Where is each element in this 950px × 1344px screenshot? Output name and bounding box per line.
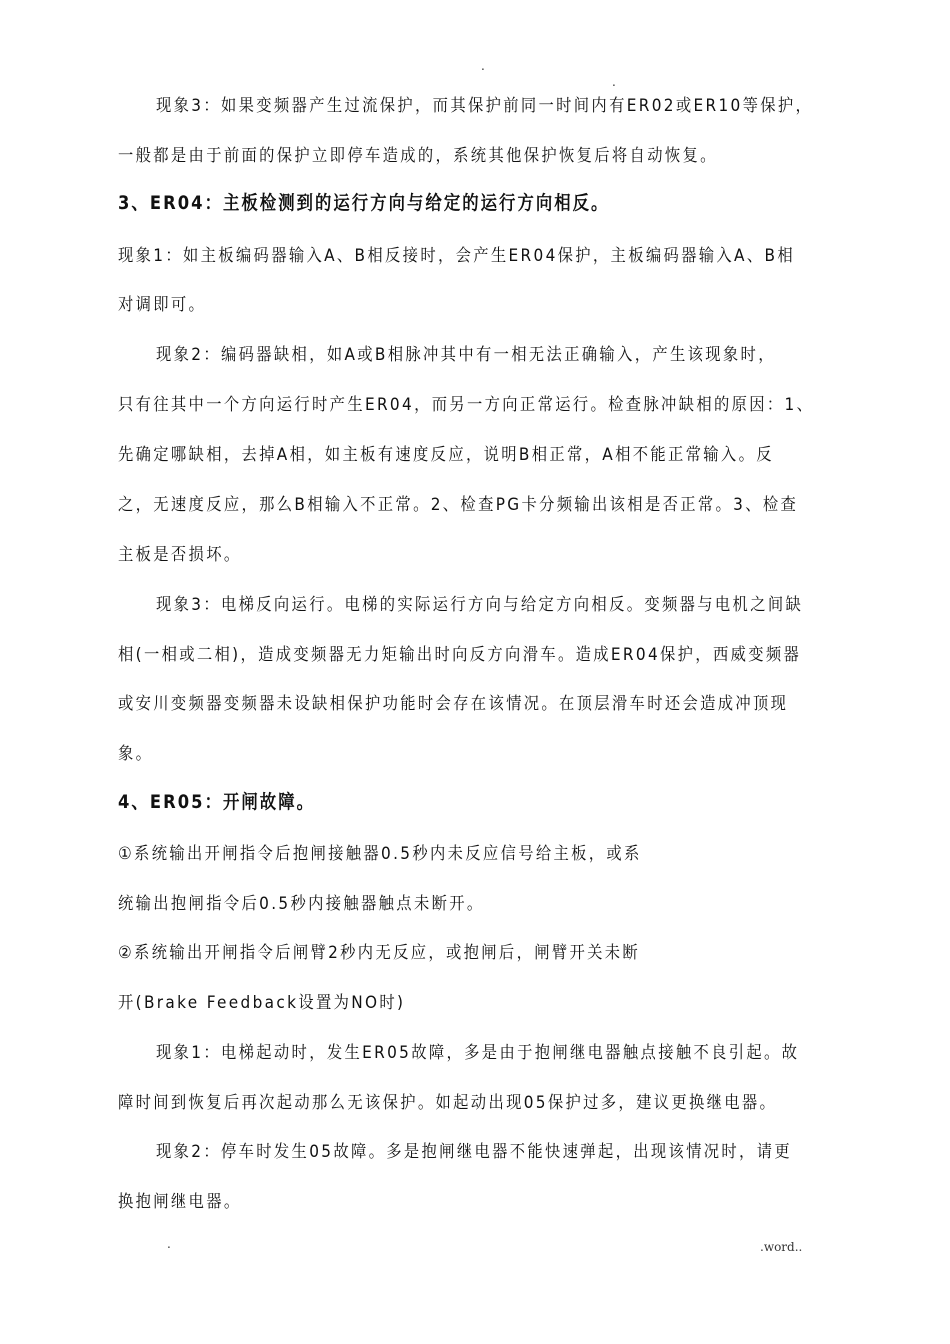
paragraph-line: 之，无速度反应，那么B相输入不正常。2、检查PG卡分频输出该相是否正常。3、检查 (118, 495, 799, 515)
paragraph-line: 现象2：停车时发生05故障。多是抱闸继电器不能快速弹起，出现该情况时，请更 (156, 1142, 792, 1162)
paragraph-line: 象。 (118, 744, 154, 764)
paragraph-line: 障时间到恢复后再次起动那么无该保护。如起动出现05保护过多，建议更换继电器。 (118, 1093, 778, 1113)
section-heading-er04: 3、ER04：主板检测到的运行方向与给定的运行方向相反。 (118, 192, 610, 214)
paragraph-line: 换抱闸继电器。 (118, 1192, 242, 1212)
footer-word: .word.. (760, 1240, 803, 1254)
paragraph-line: 现象1：电梯起动时，发生ER05故障，多是由于抱闸继电器触点接触不良引起。故 (156, 1043, 800, 1063)
paragraph-line: 或安川变频器变频器未设缺相保护功能时会存在该情况。在顶层滑车时还会造成冲顶现 (118, 694, 789, 714)
header-dot: . (612, 75, 616, 89)
footer-dot: . (167, 1237, 171, 1251)
paragraph-line: 现象1：如主板编码器输入A、B相反接时，会产生ER04保护，主板编码器输入A、B相 (118, 246, 795, 266)
section-heading-er05: 4、ER05：开闸故障。 (118, 791, 316, 813)
paragraph-line: 主板是否损坏。 (118, 545, 242, 565)
list-item-line: 开(Brake Feedback设置为NO时) (118, 993, 406, 1013)
paragraph-line: 现象3：电梯反向运行。电梯的实际运行方向与给定方向相反。变频器与电机之间缺 (156, 595, 804, 615)
paragraph-line: 先确定哪缺相，去掉A相，如主板有速度反应，说明B相正常，A相不能正常输入。反 (118, 445, 774, 465)
paragraph-line: 现象2：编码器缺相，如A或B相脉冲其中有一相无法正确输入，产生该现象时， (156, 345, 776, 365)
list-item-line: ②系统输出开闸指令后闸臂2秒内无反应，或抱闸后，闸臂开关未断 (118, 943, 641, 963)
list-item-line: 统输出抱闸指令后0.5秒内接触器触点未断开。 (118, 894, 485, 914)
list-item-line: ①系统输出开闸指令后抱闸接触器0.5秒内未反应信号给主板，或系 (118, 844, 642, 864)
paragraph-line: 相(一相或二相)，造成变频器无力矩输出时向反方向滑车。造成ER04保护，西威变频器 (118, 645, 802, 665)
paragraph-line: 一般都是由于前面的保护立即停车造成的，系统其他保护恢复后将自动恢复。 (118, 146, 718, 166)
paragraph-line: 只有往其中一个方向运行时产生ER04，而另一方向正常运行。检查脉冲缺相的原因：1、 (118, 395, 815, 415)
paragraph-line: 对调即可。 (118, 295, 207, 315)
header-dot: . (481, 59, 485, 73)
paragraph-line: 现象3：如果变频器产生过流保护，而其保护前同一时间内有ER02或ER10等保护， (156, 96, 814, 116)
